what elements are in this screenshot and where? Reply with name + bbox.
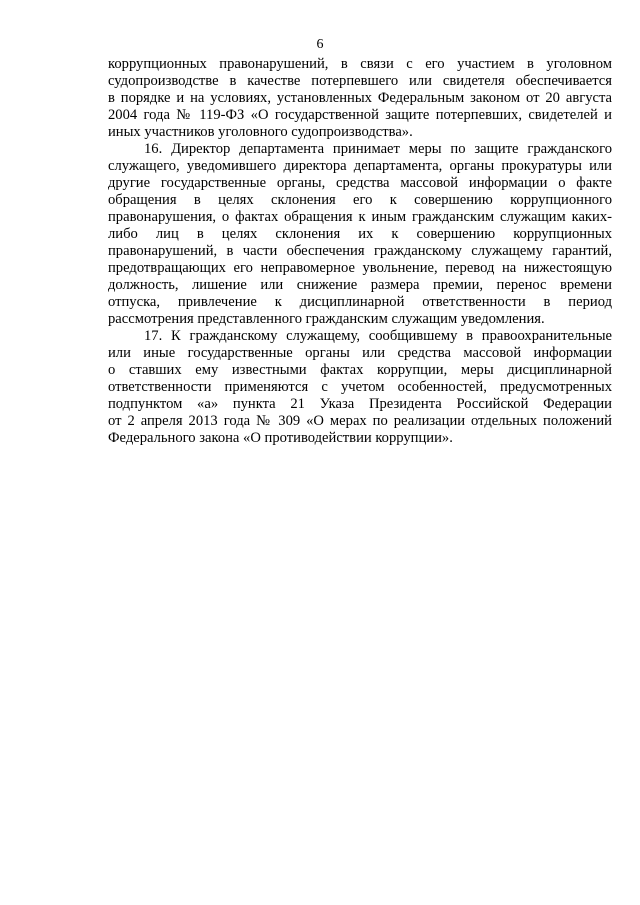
text-line: служащего, уведомившего директора департамента, органы прокуратуры или [108, 158, 612, 174]
text-line: ответственности применяются с учетом особенностей, предусмотренных [108, 379, 612, 395]
text-line: иных участников уголовного судопроизводства». [108, 124, 413, 140]
text-line: либо лиц в целях склонения их к совершению коррупционных [108, 226, 612, 242]
text-line: 17. К гражданскому служащему, сообщившему в правоохранительные [144, 328, 612, 344]
text-line: коррупционных правонарушений, в связи с его участием в уголовном [108, 56, 612, 72]
text-line: рассмотрения представленного гражданским служащим уведомления. [108, 311, 545, 327]
text-line: подпунктом «а» пункта 21 Указа Президента Российской Федерации [108, 396, 612, 412]
paragraph-17 [108, 328, 612, 447]
text-line: должность, лишение или снижение размера премии, перенос времени [108, 277, 612, 293]
paragraph-15-continued [108, 56, 612, 141]
document-body [108, 56, 612, 447]
text-line: в порядке и на условиях, установленных Федеральным законом от 20 августа [108, 90, 612, 106]
text-line: Федерального закона «О противодействии коррупции». [108, 430, 453, 446]
text-line: правонарушения, о фактах обращения к иным гражданским служащим каких- [108, 209, 612, 225]
text-line: предотвращающих его неправомерное увольнение, перевод на нижестоящую [108, 260, 612, 276]
text-line: обращения в целях склонения его к совершению коррупционного [108, 192, 612, 208]
text-line: 2004 года № 119-ФЗ «О государственной защите потерпевших, свидетелей и [108, 107, 612, 123]
text-line: правонарушений, в части обеспечения гражданскому служащему гарантий, [108, 243, 612, 259]
text-line: или иные государственные органы или средства массовой информации [108, 345, 612, 361]
text-line: другие государственные органы, средства массовой информации о факте [108, 175, 612, 191]
page-number: 6 [316, 37, 324, 52]
text-line: судопроизводстве в качестве потерпевшего или свидетеля обеспечивается [108, 73, 612, 89]
paragraph-16 [108, 141, 612, 328]
text-line: от 2 апреля 2013 года № 309 «О мерах по реализации отдельных положений [108, 413, 612, 429]
text-line: отпуска, привлечение к дисциплинарной ответственности в период [108, 294, 612, 310]
text-line: 16. Директор департамента принимает меры по защите гражданского [144, 141, 612, 157]
text-line: о ставших ему известными фактах коррупции, меры дисциплинарной [108, 362, 612, 378]
